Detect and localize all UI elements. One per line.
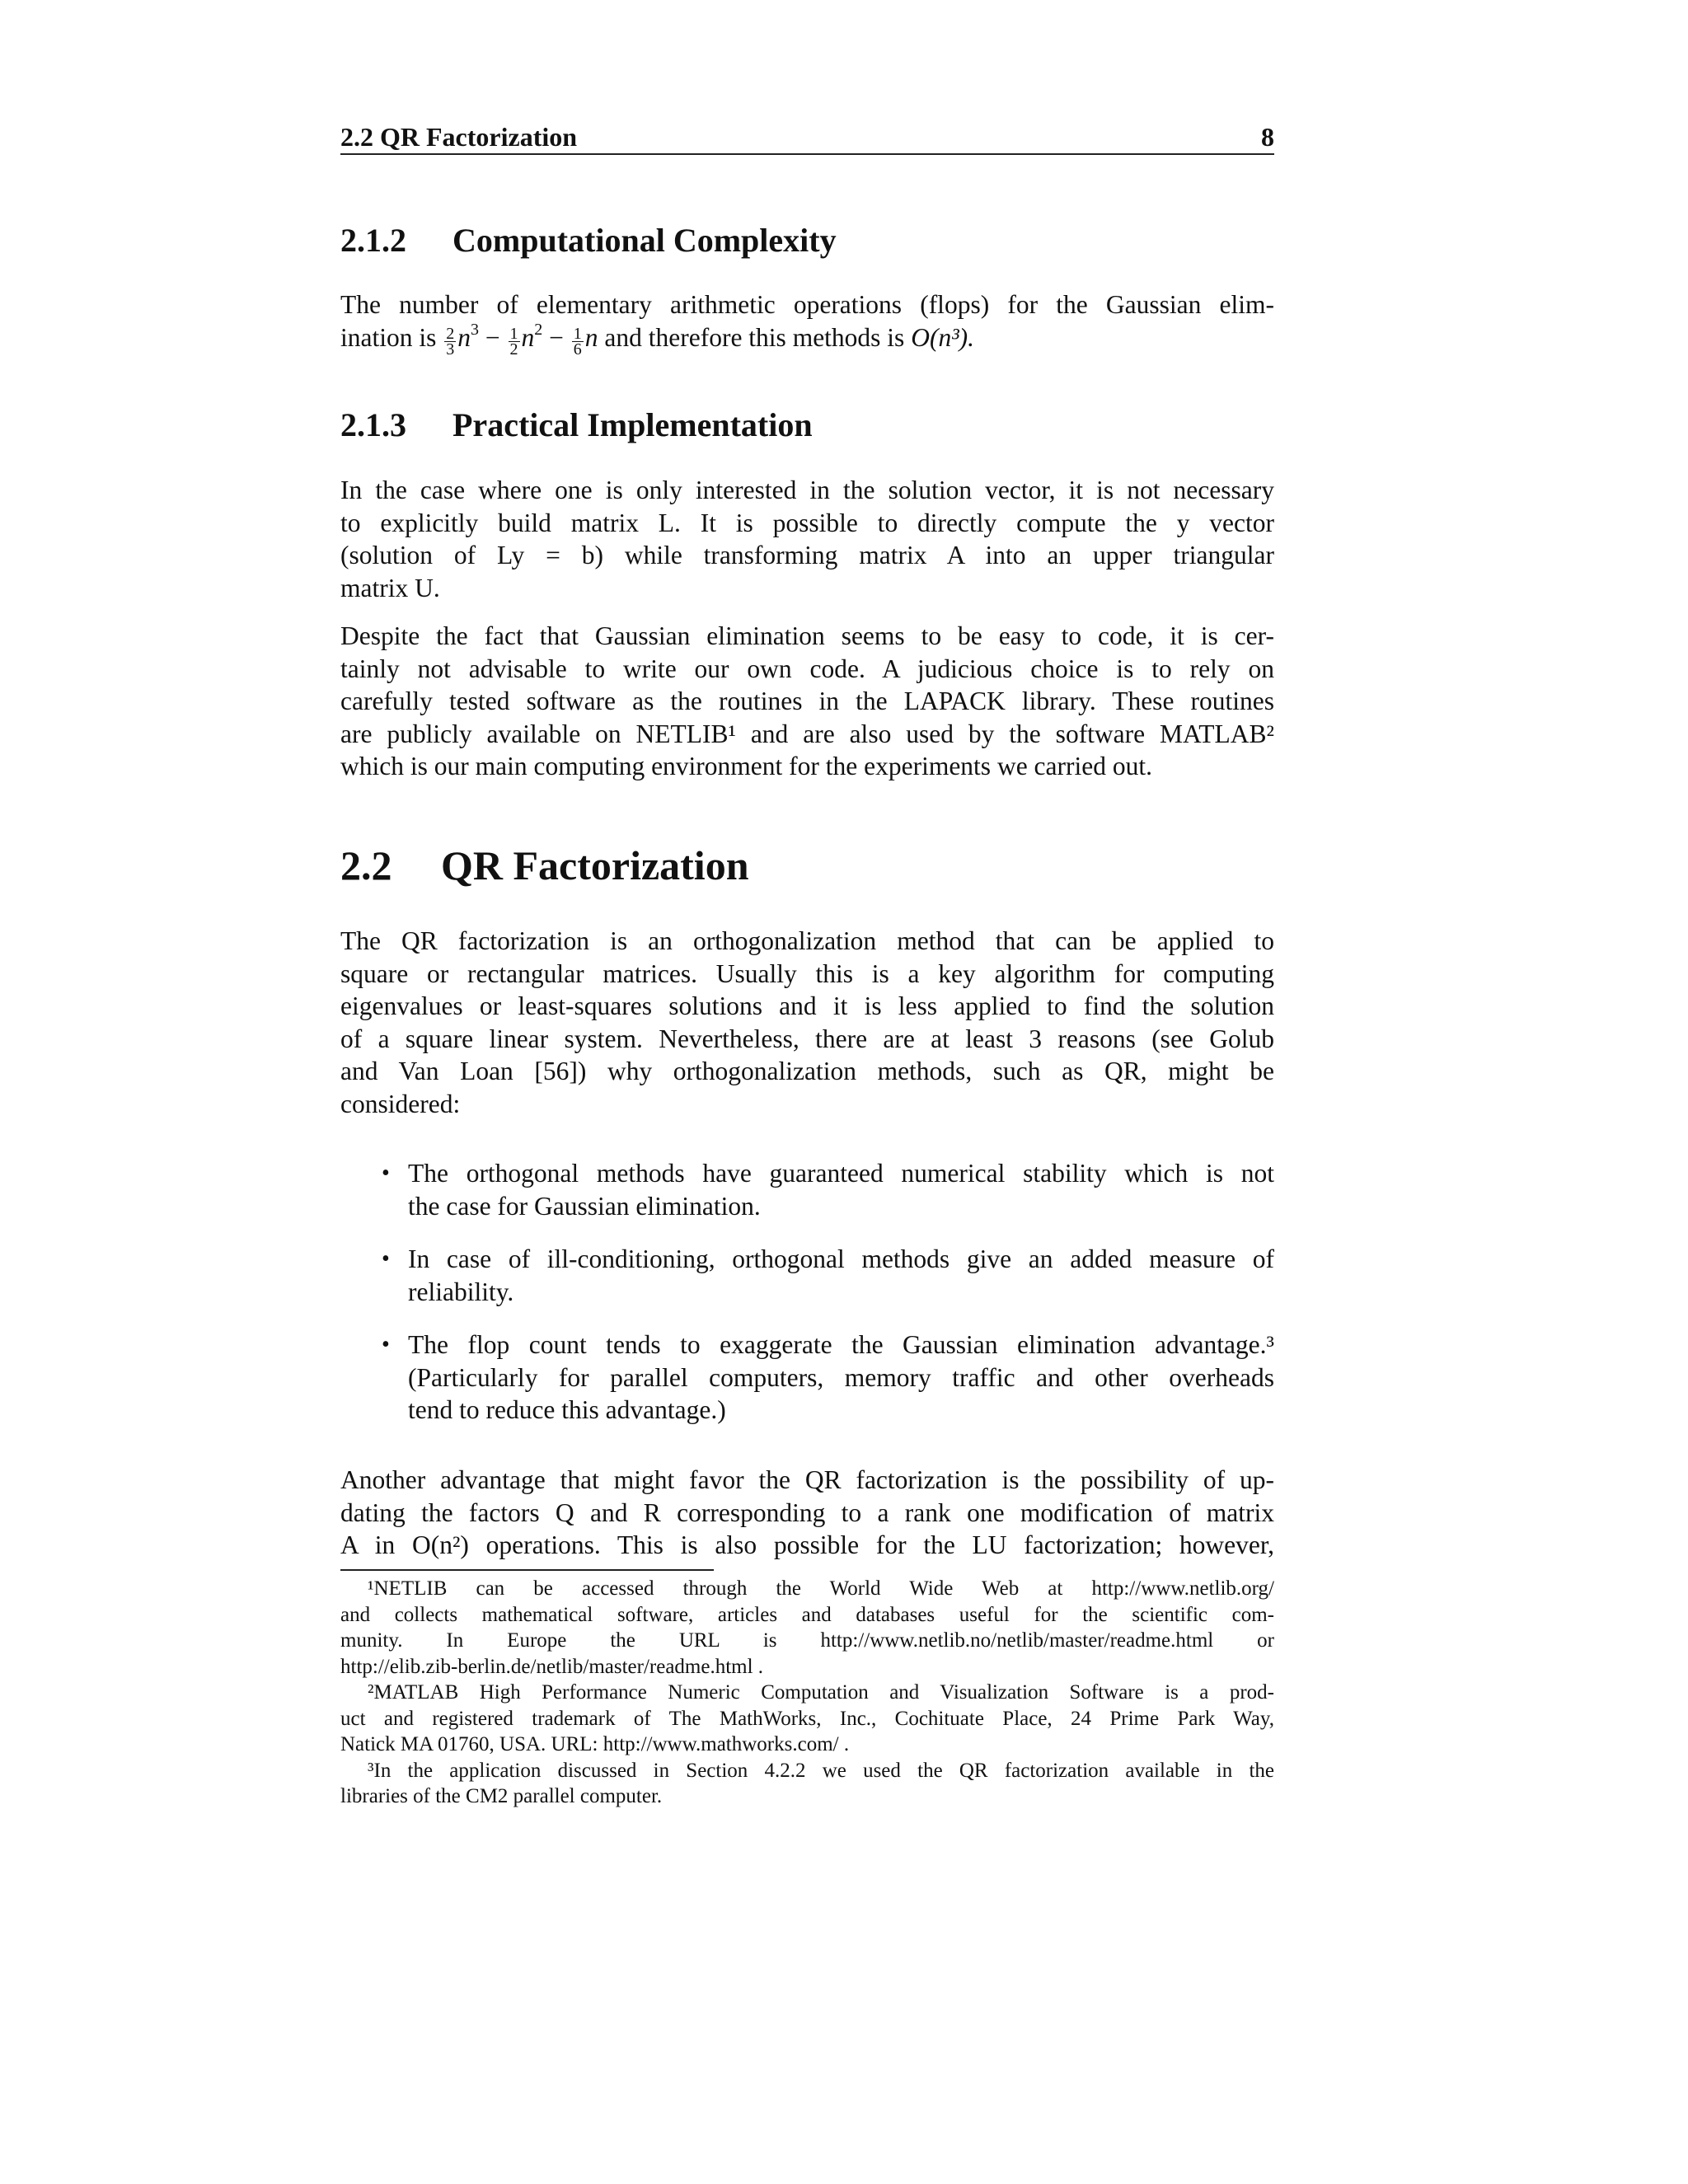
footnote-line: ²MATLAB High Performance Numeric Computation and Visualization Software is a prod- xyxy=(368,1681,1274,1704)
paragraph-line: to explicitly build matrix L. It is possible to directly compute the y vector xyxy=(340,508,1274,537)
paragraph-implementation-2 xyxy=(340,620,1274,783)
list-item-line: (Particularly for parallel computers, memory traffic and other overheads xyxy=(408,1362,1274,1392)
subsection-title: Computational Complexity xyxy=(452,222,837,259)
footnote-line: uct and registered trademark of The MathWorks, Inc., Cochituate Place, 24 Prime Park Way, xyxy=(340,1707,1274,1730)
subsection-number: 2.1.3 xyxy=(340,406,406,443)
footnote-line: http://elib.zib-berlin.de/netlib/master/readme.html . xyxy=(340,1655,764,1678)
list-item-line: The orthogonal methods have guaranteed numerical stability which is not xyxy=(408,1159,1274,1188)
paragraph-complexity xyxy=(340,288,1274,359)
footnote-3 xyxy=(340,1758,1274,1810)
paragraph-line: considered: xyxy=(340,1089,461,1118)
paragraph-line: The QR factorization is an orthogonalization method that can be applied to xyxy=(340,926,1274,955)
footnote-2 xyxy=(340,1680,1274,1758)
paragraph-qr-advantage xyxy=(340,1464,1274,1562)
paragraph-line: The number of elementary arithmetic operations (flops) for the Gaussian elim- xyxy=(340,290,1274,319)
list-item-line: The flop count tends to exaggerate the Gaussian elimination advantage.³ xyxy=(408,1330,1274,1359)
running-head xyxy=(340,120,1274,155)
footnote-line: ¹NETLIB can be accessed through the World Wide Web at http://www.netlib.org/ xyxy=(368,1577,1274,1600)
paragraph-line: dating the factors Q and R corresponding to a rank one modification of matrix xyxy=(340,1497,1274,1527)
footnote-rule xyxy=(340,1569,714,1571)
paragraph-line: matrix U. xyxy=(340,573,440,602)
paragraph-line: tainly not advisable to write our own code. A judicious choice is to rely on xyxy=(340,654,1274,683)
subsection-number: 2.1.2 xyxy=(340,222,406,259)
paragraph-implementation-1 xyxy=(340,474,1274,604)
footnote-line: munity. In Europe the URL is http://www.netlib.no/netlib/master/readme.html or xyxy=(340,1629,1274,1652)
paragraph-line-formula: ination is $\frac{2}{3}$ $n^3$ − $\frac{1}{2}$ $n^2$ − $\frac{1}{6}$ n and therefore this methods is O(n³). xyxy=(340,320,974,359)
footnote-line: libraries of the CM2 parallel computer. xyxy=(340,1785,663,1807)
paragraph-qr-intro xyxy=(340,925,1274,1120)
footnote-line: and collects mathematical software, articles and databases useful for the scientific com- xyxy=(340,1603,1274,1626)
bullet-icon: • xyxy=(382,1246,390,1272)
paragraph-line: Despite the fact that Gaussian elimination seems to be easy to code, it is cer- xyxy=(340,621,1274,650)
list-item-line: the case for Gaussian elimination. xyxy=(408,1191,761,1221)
list-item-line: tend to reduce this advantage.) xyxy=(408,1395,726,1424)
paragraph-line: carefully tested software as the routines in the LAPACK library. These routines xyxy=(340,687,1274,715)
bullet-icon: • xyxy=(382,1160,390,1186)
bullet-icon: • xyxy=(382,1332,390,1357)
list-item-line: reliability. xyxy=(408,1277,514,1306)
subsection-heading-2-1-2 xyxy=(340,221,837,260)
section-title: QR Factorization xyxy=(441,842,749,888)
paragraph-line: (solution of Ly = b) while transforming matrix A into an upper triangular xyxy=(340,541,1274,569)
fraction-one-half: $\frac{1}{2}$ xyxy=(509,324,518,359)
list-item-line: In case of ill-conditioning, orthogonal methods give an added measure of xyxy=(408,1244,1274,1273)
paragraph-line: square or rectangular matrices. Usually this is a key algorithm for computing xyxy=(340,958,1274,988)
footnotes xyxy=(340,1576,1274,1810)
paragraph-line: Another advantage that might favor the QR factorization is the possibility of up- xyxy=(340,1465,1274,1494)
complexity-expression: O(n³). xyxy=(911,322,974,352)
section-number: 2.2 xyxy=(340,842,392,888)
paragraph-line: of a square linear system. Nevertheless, there are at least 3 reasons (see Golub xyxy=(340,1024,1274,1053)
paragraph-line: A in O(n²) operations. This is also possible for the LU factorization; however, xyxy=(340,1530,1274,1559)
footnote-1 xyxy=(340,1576,1274,1680)
subsection-heading-2-1-3 xyxy=(340,405,813,445)
subsection-title: Practical Implementation xyxy=(452,406,813,443)
running-head-section: 2.2 QR Factorization xyxy=(340,122,578,152)
section-heading-2-2 xyxy=(340,841,749,890)
paragraph-line: are publicly available on NETLIB¹ and are also used by the software MATLAB² xyxy=(340,719,1274,748)
footnote-line: ³In the application discussed in Section 4.2.2 we used the QR factorization available in the xyxy=(368,1759,1274,1782)
paragraph-line: which is our main computing environment for the experiments we carried out. xyxy=(340,752,1152,780)
paragraph-line: In the case where one is only interested in the solution vector, it is not necessary xyxy=(340,476,1274,504)
paragraph-line: and Van Loan [56]) why orthogonalization methods, such as QR, might be xyxy=(340,1057,1274,1085)
fraction-two-thirds: $\frac{2}{3}$ xyxy=(446,324,455,359)
fraction-one-sixth: $\frac{1}{6}$ xyxy=(573,324,582,359)
footnote-line: Natick MA 01760, USA. URL: http://www.mathworks.com/ . xyxy=(340,1733,850,1755)
page-number: 8 xyxy=(1261,122,1274,152)
paragraph-line: eigenvalues or least-squares solutions and it is less applied to find the solution xyxy=(340,991,1274,1020)
